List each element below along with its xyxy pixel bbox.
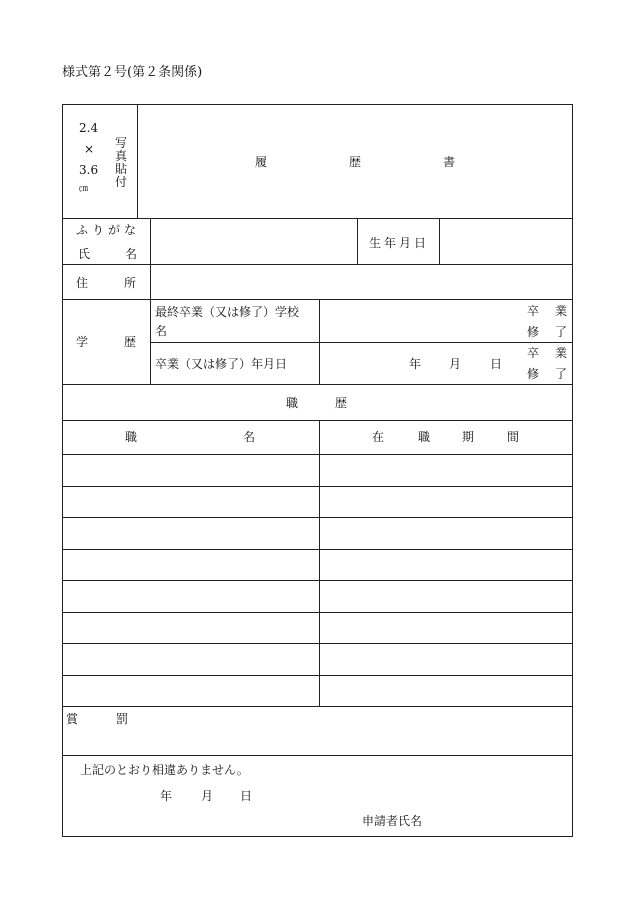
title-char: 歴: [349, 155, 362, 169]
rule-work-row: [62, 643, 573, 644]
status-completed-1: 修: [527, 325, 540, 339]
rule-work-row: [62, 612, 573, 613]
job-cell[interactable]: [66, 494, 316, 514]
period-cell[interactable]: [323, 463, 569, 483]
photo-size-times: ×: [84, 142, 95, 156]
address-label-2: 所: [124, 276, 137, 290]
status-graduated-1: 卒: [527, 304, 540, 318]
name-label-1: 氏: [78, 247, 91, 261]
graduation-month-field: 月: [449, 357, 462, 371]
border-right: [572, 104, 573, 837]
furigana-label: ふりがな: [76, 223, 141, 237]
education-label-1: 学: [76, 335, 89, 349]
period-cell[interactable]: [323, 589, 569, 609]
birthdate-left-divider: [357, 218, 358, 264]
job-cell[interactable]: [66, 589, 316, 609]
school-name-input[interactable]: [320, 300, 510, 342]
job-cell[interactable]: [66, 526, 316, 546]
rule-after-awards: [62, 755, 573, 756]
rule-work-row: [62, 675, 573, 676]
period-cell[interactable]: [323, 652, 569, 672]
name-input[interactable]: [151, 219, 356, 264]
awards-label-2: 罰: [116, 712, 129, 726]
photo-divider: [137, 104, 138, 218]
address-label-1: 住: [76, 276, 89, 290]
col-header-period: 期: [462, 430, 475, 444]
col-header-job: 名: [243, 430, 256, 444]
job-cell[interactable]: [66, 620, 316, 640]
status-graduated-2: 卒: [527, 346, 540, 360]
graduation-date-label: 卒業（又は修了）年月日: [155, 357, 288, 371]
birthdate-label: 生年月日: [369, 236, 430, 250]
awards-input[interactable]: [140, 708, 570, 753]
rule-work-row: [62, 486, 573, 487]
job-cell[interactable]: [66, 463, 316, 483]
job-cell[interactable]: [66, 557, 316, 577]
photo-label-4: 付: [115, 175, 128, 189]
applicant-name-input[interactable]: [430, 810, 568, 832]
signature-month: 月: [201, 789, 214, 803]
col-header-period: 在: [372, 430, 385, 444]
photo-label-3: 貼: [115, 162, 128, 176]
status-completed-1: 了: [555, 325, 568, 339]
form-number: 様式第２号(第２条関係): [62, 65, 203, 80]
name-label-2: 名: [125, 247, 138, 261]
period-cell[interactable]: [323, 557, 569, 577]
applicant-name-label: 申請者氏名: [362, 814, 423, 828]
status-graduated-1: 業: [555, 304, 568, 318]
signature-year: 年: [160, 789, 173, 803]
photo-size-width: 2.4: [79, 121, 99, 135]
birthdate-input[interactable]: [440, 219, 572, 264]
declaration-text: 上記のとおり相違ありません。: [80, 763, 249, 777]
border-top: [62, 104, 573, 105]
col-header-job: 職: [125, 430, 138, 444]
period-cell[interactable]: [323, 526, 569, 546]
period-cell[interactable]: [323, 620, 569, 640]
status-completed-2: 修: [527, 367, 540, 381]
col-header-period: 間: [507, 430, 520, 444]
photo-label-1: 写: [115, 136, 128, 150]
graduation-day-field: 日: [490, 357, 503, 371]
job-cell[interactable]: [66, 683, 316, 703]
school-name-label-cont: 名: [155, 324, 168, 338]
photo-size-unit: ㎝: [79, 184, 89, 194]
rule-after-work: [62, 706, 573, 707]
border-left: [62, 104, 63, 837]
work-column-divider: [319, 420, 320, 706]
period-cell[interactable]: [323, 683, 569, 703]
rule-after-work-header: [62, 454, 573, 455]
rule-work-row: [62, 580, 573, 581]
col-header-period: 職: [418, 430, 431, 444]
photo-label-2: 真: [115, 149, 128, 163]
signature-day: 日: [240, 789, 253, 803]
graduation-date-input[interactable]: [320, 343, 510, 384]
status-completed-2: 了: [555, 367, 568, 381]
rule-work-row: [62, 517, 573, 518]
rule-after-work-title: [62, 420, 573, 421]
work-history-title-2: 歴: [335, 396, 348, 410]
graduation-year-field: 年: [409, 357, 422, 371]
status-graduated-2: 業: [555, 346, 568, 360]
awards-label-1: 賞: [66, 712, 79, 726]
title-char: 書: [443, 155, 456, 169]
work-history-title-1: 職: [286, 396, 299, 410]
education-label-2: 歴: [124, 335, 137, 349]
title-char: 履: [255, 155, 268, 169]
rule-after-education: [62, 384, 573, 385]
job-cell[interactable]: [66, 652, 316, 672]
rule-work-row: [62, 549, 573, 550]
school-name-label: 最終卒業（又は修了）学校: [155, 305, 300, 319]
period-cell[interactable]: [323, 494, 569, 514]
address-input[interactable]: [151, 265, 572, 299]
border-bottom: [62, 836, 573, 837]
photo-size-height: 3.6: [79, 163, 99, 177]
